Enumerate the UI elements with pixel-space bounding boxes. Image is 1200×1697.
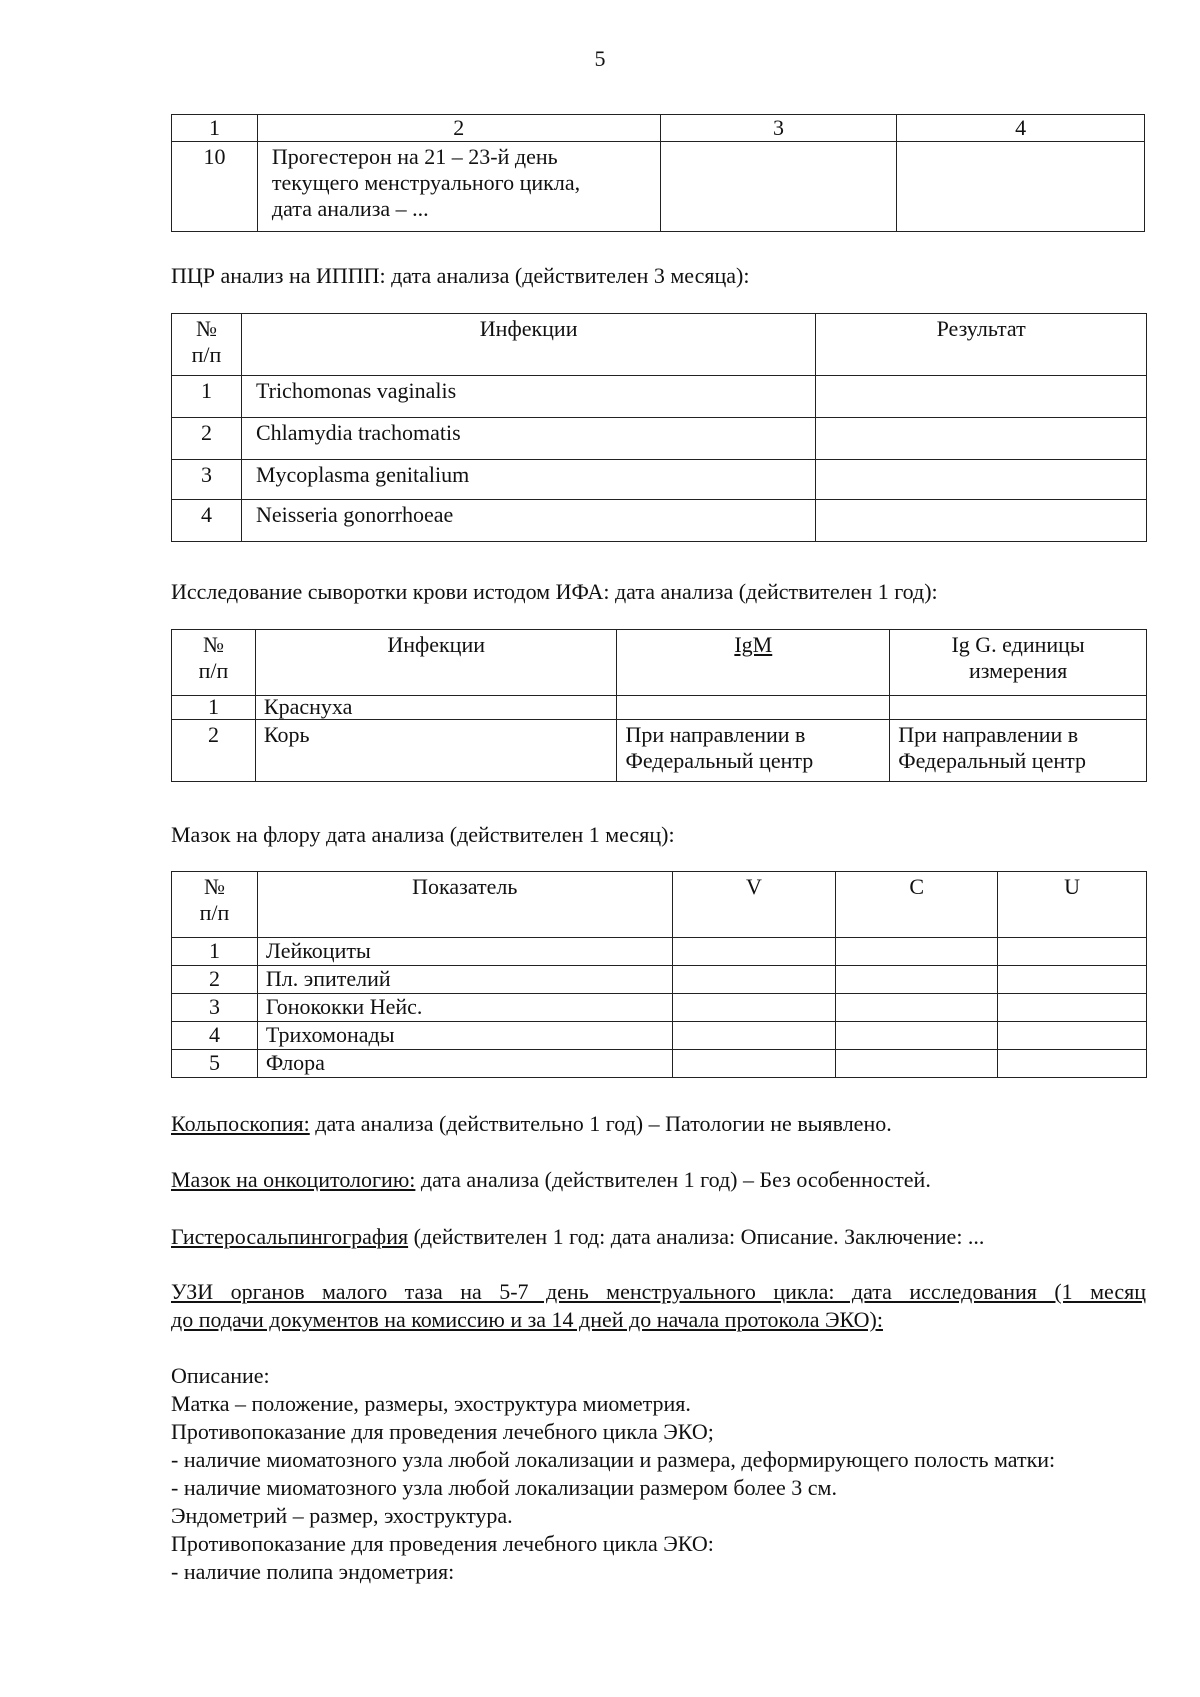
row-line: Прогестерон на 21 – 23-й день <box>271 144 558 169</box>
table-header-row <box>172 115 1145 142</box>
infection-name: Chlamydia trachomatis <box>241 418 815 460</box>
u-cell <box>998 1022 1147 1050</box>
row-number: 5 <box>172 1050 258 1078</box>
v-cell <box>672 994 836 1022</box>
table-row <box>172 1022 1147 1050</box>
v-header: V <box>672 872 836 938</box>
row-number: 3 <box>172 994 258 1022</box>
row-number: 10 <box>172 142 258 232</box>
indicator-name: Лейкоциты <box>257 938 672 966</box>
hsg-line <box>171 1223 984 1251</box>
colposcopy-label: Кольпоскопия: <box>171 1111 310 1136</box>
indicator-name: Пл. эпителий <box>257 966 672 994</box>
row-number: 2 <box>172 966 258 994</box>
number-header: № п/п <box>172 872 258 938</box>
c-header: C <box>836 872 998 938</box>
indicator-name: Гонококки Нейс. <box>257 994 672 1022</box>
u-cell <box>998 994 1147 1022</box>
description-line: - наличие полипа эндометрия: <box>171 1559 455 1584</box>
hsg-label: Гистеросальпингография <box>171 1224 409 1249</box>
row-number: 4 <box>172 500 242 542</box>
v-cell <box>672 1022 836 1050</box>
header-cell: 1 <box>172 115 258 142</box>
row-number: 3 <box>172 460 242 500</box>
ultrasound-description <box>171 1362 1171 1586</box>
v-cell <box>672 1050 836 1078</box>
oncocytology-label: Мазок на онкоцитологию: <box>171 1167 416 1192</box>
uzi-line: до подачи документов на комиссию и за 14 дней до начала протокола ЭКО): <box>171 1307 883 1332</box>
header-cell: 2 <box>257 115 660 142</box>
table-header-row <box>172 872 1147 938</box>
header-cell: 4 <box>897 115 1145 142</box>
table-row <box>172 376 1147 418</box>
colposcopy-text: дата анализа (действительно 1 год) – Патологии не выявлено. <box>309 1111 892 1136</box>
row-description <box>257 142 660 232</box>
ifa-heading: Исследование сыворотки крови истодом ИФА: дата анализа (действителен 1 год): <box>171 579 938 604</box>
table-header-row <box>172 630 1147 696</box>
infection-name: Корь <box>255 720 617 782</box>
description-line: Описание: <box>171 1363 270 1388</box>
u-header: U <box>998 872 1147 938</box>
flora-table <box>171 871 1147 1078</box>
description-line: Противопоказание для проведения лечебного цикла ЭКО: <box>171 1531 714 1556</box>
u-cell <box>998 938 1147 966</box>
row-number: 1 <box>172 938 258 966</box>
igm-cell: При направлении в Федеральный центр <box>617 720 890 782</box>
infection-name: Краснуха <box>255 696 617 720</box>
table-row <box>172 966 1147 994</box>
number-header: № п/п <box>172 630 256 696</box>
row-number: 1 <box>172 376 242 418</box>
igg-header: Ig G. единицы измерения <box>890 630 1147 696</box>
description-line: Эндометрий – размер, эхоструктура. <box>171 1503 513 1528</box>
table-row <box>172 994 1147 1022</box>
row-cell <box>897 142 1145 232</box>
igm-header: IgM <box>617 630 890 696</box>
row-line: дата анализа – ... <box>271 196 429 221</box>
table-row <box>172 696 1147 720</box>
c-cell <box>836 994 998 1022</box>
c-cell <box>836 1022 998 1050</box>
table-row <box>172 720 1147 782</box>
igm-cell <box>617 696 890 720</box>
result-cell <box>816 500 1147 542</box>
row-number: 1 <box>172 696 256 720</box>
igg-cell <box>890 696 1147 720</box>
table-row <box>172 418 1147 460</box>
indicator-name: Трихомонады <box>257 1022 672 1050</box>
igg-cell: При направлении в Федеральный центр <box>890 720 1147 782</box>
row-line: текущего менструального цикла, <box>271 170 581 195</box>
result-header: Результат <box>816 314 1147 376</box>
row-number: 2 <box>172 418 242 460</box>
u-cell <box>998 966 1147 994</box>
result-cell <box>816 418 1147 460</box>
table-continued <box>171 114 1145 232</box>
indicator-header: Показатель <box>257 872 672 938</box>
infection-name: Trichomonas vaginalis <box>241 376 815 418</box>
table-row <box>172 1050 1147 1078</box>
ifa-table <box>171 629 1147 782</box>
row-cell <box>660 142 897 232</box>
oncocytology-text: дата анализа (действителен 1 год) – Без особенностей. <box>415 1167 931 1192</box>
description-line: - наличие миоматозного узла любой локализации и размера, деформирующего полость матки: <box>171 1447 1056 1472</box>
indicator-name: Флора <box>257 1050 672 1078</box>
colposcopy-line <box>171 1110 892 1138</box>
uzi-heading <box>171 1278 1146 1334</box>
uzi-line: УЗИ органов малого таза на 5-7 день менструального цикла: дата исследования (1 месяц <box>171 1279 1146 1304</box>
c-cell <box>836 938 998 966</box>
c-cell <box>836 1050 998 1078</box>
result-cell <box>816 376 1147 418</box>
oncocytology-line <box>171 1166 931 1194</box>
number-header: № п/п <box>172 314 242 376</box>
table-row <box>172 460 1147 500</box>
v-cell <box>672 938 836 966</box>
table-row <box>172 142 1145 232</box>
page-number: 5 <box>594 46 606 71</box>
hsg-text: (действителен 1 год: дата анализа: Описание. Заключение: ... <box>408 1224 985 1249</box>
row-number: 2 <box>172 720 256 782</box>
u-cell <box>998 1050 1147 1078</box>
result-cell <box>816 460 1147 500</box>
pcr-heading: ПЦР анализ на ИППП: дата анализа (действителен 3 месяца): <box>171 263 750 288</box>
infection-name: Mycoplasma genitalium <box>241 460 815 500</box>
infections-header: Инфекции <box>241 314 815 376</box>
row-number: 4 <box>172 1022 258 1050</box>
infections-header: Инфекции <box>255 630 617 696</box>
description-line: Матка – положение, размеры, эхоструктура миометрия. <box>171 1391 691 1416</box>
v-cell <box>672 966 836 994</box>
header-cell: 3 <box>660 115 897 142</box>
c-cell <box>836 966 998 994</box>
infection-name: Neisseria gonorrhoeae <box>241 500 815 542</box>
table-header-row <box>172 314 1147 376</box>
flora-heading: Мазок на флору дата анализа (действителен 1 месяц): <box>171 822 675 847</box>
description-line: Противопоказание для проведения лечебного цикла ЭКО; <box>171 1419 714 1444</box>
pcr-table <box>171 313 1147 542</box>
table-row <box>172 938 1147 966</box>
description-line: - наличие миоматозного узла любой локализации размером более 3 см. <box>171 1475 837 1500</box>
table-row <box>172 500 1147 542</box>
